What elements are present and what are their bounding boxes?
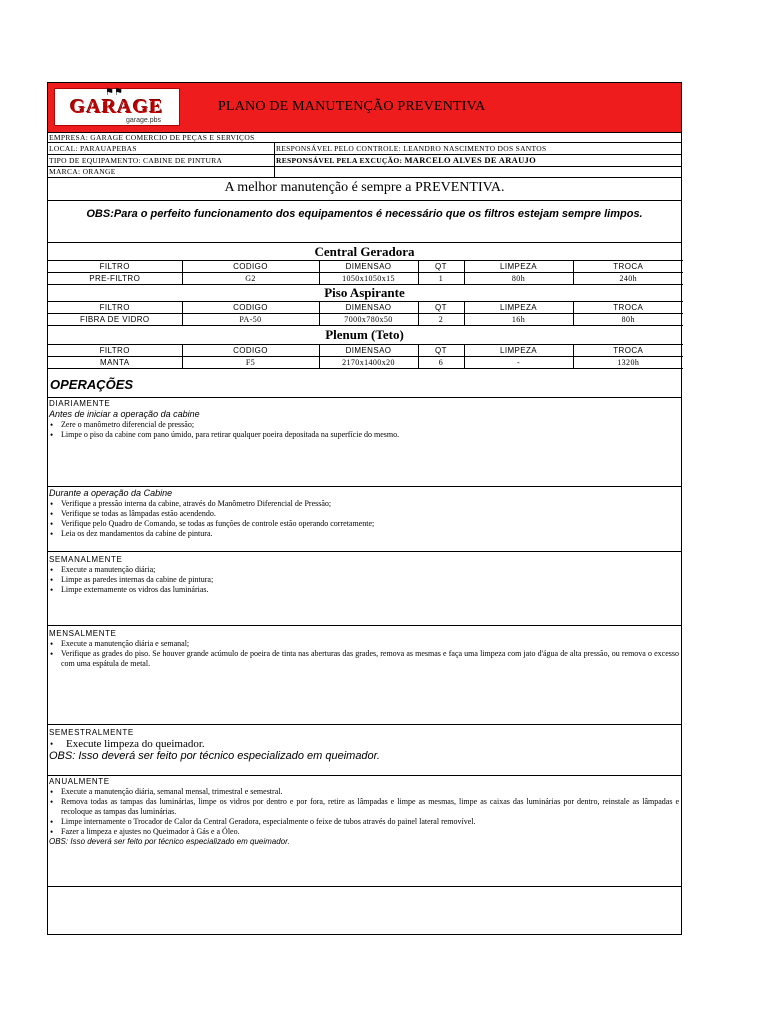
list-item: • Leia os dez mandamentos da cabine de pintura.	[48, 529, 681, 539]
cell-qt: 1	[418, 273, 464, 285]
cell-dimensao: 2170x1400x20	[319, 357, 418, 369]
list-item: • Verifique as grades do piso. Se houver grande acúmulo de poeira de tinta nas aberturas das grades, remova as mesmas e faça uma limpeza com jato d'água de alta pressão, ou remova o excesso com uma espátula de metal.	[48, 649, 681, 669]
list-diariamente	[48, 420, 681, 440]
block-anualmente	[48, 775, 681, 886]
responsavel-execucao-label: RESPONSÁVEL PELA EXCUÇÃO:	[276, 156, 403, 165]
col-limpeza: LIMPEZA	[464, 345, 573, 357]
responsavel-execucao-value: MARCELO ALVES DE ARAUJO	[404, 155, 536, 165]
cell-filtro: MANTA	[48, 357, 182, 369]
marca-label: MARCA: ORANGE	[49, 167, 116, 176]
sub-durante-operacao: Durante a operação da Cabine	[49, 488, 173, 498]
list-item: • Limpe internamente o Trocador de Calor da Central Geradora, especialmente o feixe de tubos através do painel lateral removível.	[48, 817, 681, 827]
cell-codigo: F5	[182, 357, 319, 369]
empresa-label: EMPRESA: GARAGE COMERCIO DE PEÇAS E SERVIÇOS	[49, 133, 255, 142]
col-filtro: FILTRO	[48, 261, 182, 273]
list-item: • Verifique pelo Quadro de Comando, se todas as funções de controle estão operando corretamente;	[48, 519, 681, 529]
table-header-row	[48, 261, 683, 273]
block-semestralmente	[48, 724, 681, 775]
cell-dimensao: 1050x1050x15	[319, 273, 418, 285]
block-diariamente	[48, 397, 681, 486]
cell-troca: 80h	[573, 314, 683, 326]
info-row-tipo	[48, 155, 681, 167]
logo-subtext: garage.pbs	[125, 117, 161, 124]
col-limpeza: LIMPEZA	[464, 302, 573, 314]
col-qt: QT	[418, 302, 464, 314]
col-dimensao: DIMENSAO	[319, 302, 418, 314]
col-troca: TROCA	[573, 302, 683, 314]
filter-table-piso-aspirante	[48, 301, 683, 326]
table-row	[48, 273, 683, 285]
section-plenum: Plenum (Teto)	[325, 327, 404, 342]
operacoes-title: OPERAÇÕES	[50, 377, 134, 392]
col-qt: QT	[418, 345, 464, 357]
list-semestralmente	[48, 738, 681, 750]
col-dimensao: DIMENSAO	[319, 345, 418, 357]
marca-empty-cell	[274, 167, 607, 177]
section-piso-aspirante: Piso Aspirante	[324, 285, 405, 300]
motto: A melhor manutenção é sempre a PREVENTIVA.	[224, 180, 505, 195]
heading-semanalmente: SEMANALMENTE	[49, 555, 123, 564]
heading-diariamente: DIARIAMENTE	[49, 399, 111, 408]
responsavel-execucao	[274, 155, 607, 166]
table-header-row	[48, 345, 683, 357]
cell-filtro: FIBRA DE VIDRO	[48, 314, 182, 326]
table-row	[48, 314, 683, 326]
col-troca: TROCA	[573, 345, 683, 357]
cell-codigo: PA-50	[182, 314, 319, 326]
block-mensalmente	[48, 625, 681, 724]
col-filtro: FILTRO	[48, 302, 182, 314]
page-title: PLANO DE MANUTENÇÃO PREVENTIVA	[218, 99, 486, 114]
block-durante-operacao	[48, 486, 681, 551]
list-item: • Zere o manômetro diferencial de pressão;	[48, 420, 681, 430]
cell-troca: 1320h	[573, 357, 683, 369]
col-filtro: FILTRO	[48, 345, 182, 357]
heading-mensalmente: MENSALMENTE	[49, 629, 117, 638]
col-codigo: CODIGO	[182, 261, 319, 273]
obs-semestralmente: OBS: Isso deverá ser feito por técnico especializado em queimador.	[49, 750, 380, 762]
list-item: • Limpe as paredes internas da cabine de pintura;	[48, 575, 681, 585]
cell-codigo: G2	[182, 273, 319, 285]
filter-table-central-geradora	[48, 260, 683, 285]
list-item: • Verifique se todas as lâmpadas estão acendendo.	[48, 509, 681, 519]
maintenance-plan-sheet	[47, 82, 682, 935]
info-row-empresa	[48, 133, 681, 143]
obs-filters: OBS:Para o perfeito funcionamento dos equipamentos é necessário que os filtros estejam sempre limpos.	[48, 200, 681, 243]
block-semanalmente	[48, 551, 681, 625]
list-item: • Verifique a pressão interna da cabine, através do Manômetro Diferencial de Pressão;	[48, 499, 681, 509]
info-row-local	[48, 143, 681, 155]
list-item: • Execute limpeza do queimador.	[48, 738, 681, 750]
checkered-flags-icon: ⚑⚑	[105, 87, 123, 98]
responsavel-controle-label: RESPONSÁVEL PELO CONTROLE: LEANDRO NASCIMENTO DOS SANTOS	[274, 143, 607, 154]
list-item: • Execute a manutenção diária e semanal;	[48, 639, 681, 649]
logo-text: GARAGE	[70, 96, 164, 118]
info-row-marca	[48, 167, 681, 178]
col-troca: TROCA	[573, 261, 683, 273]
list-semanalmente	[48, 565, 681, 595]
list-item: • Execute a manutenção diária;	[48, 565, 681, 575]
list-anualmente	[48, 787, 681, 837]
col-dimensao: DIMENSAO	[319, 261, 418, 273]
tipo-equipamento-label: TIPO DE EQUIPAMENTO: CABINE DE PINTURA	[49, 156, 223, 165]
table-row	[48, 357, 683, 369]
heading-anualmente: ANUALMENTE	[49, 777, 110, 786]
heading-semestralmente: SEMESTRALMENTE	[49, 728, 134, 737]
list-item: • Limpe externamente os vidros das luminárias.	[48, 585, 681, 595]
cell-troca: 240h	[573, 273, 683, 285]
header-bar	[48, 83, 681, 133]
list-item: • Limpe o piso da cabine com pano úmido, para retirar qualquer poeira depositada na superfície do mesmo.	[48, 430, 681, 440]
cell-limpeza: 16h	[464, 314, 573, 326]
local-label: LOCAL: PARAUAPEBAS	[49, 144, 137, 153]
section-central-geradora: Central Geradora	[314, 244, 415, 259]
cell-qt: 6	[418, 357, 464, 369]
empty-block	[48, 886, 681, 934]
cell-filtro: PRE-FILTRO	[48, 273, 182, 285]
cell-dimensao: 7000x780x50	[319, 314, 418, 326]
list-durante	[48, 499, 681, 539]
obs-anualmente: OBS: Isso deverá ser feito por técnico especializado em queimador.	[49, 837, 290, 846]
garage-logo	[54, 88, 180, 126]
list-item: • Execute a manutenção diária, semanal mensal, trimestral e semestral.	[48, 787, 681, 797]
list-mensalmente	[48, 639, 681, 669]
cell-limpeza: -	[464, 357, 573, 369]
col-qt: QT	[418, 261, 464, 273]
table-header-row	[48, 302, 683, 314]
filter-table-plenum	[48, 344, 683, 369]
col-codigo: CODIGO	[182, 345, 319, 357]
list-item: • Remova todas as tampas das luminárias, limpe os vidros por dentro e por fora, retire as lâmpadas e limpe as mesmas, limpe as caixas das luminárias por dentro, reinstale as lâmpadas e recoloque as tampas das luminárias.	[48, 797, 681, 817]
sub-antes-operacao: Antes de iniciar a operação da cabine	[49, 409, 200, 419]
cell-qt: 2	[418, 314, 464, 326]
col-codigo: CODIGO	[182, 302, 319, 314]
cell-limpeza: 80h	[464, 273, 573, 285]
col-limpeza: LIMPEZA	[464, 261, 573, 273]
list-item: • Fazer a limpeza e ajustes no Queimador à Gás e a Óleo.	[48, 827, 681, 837]
